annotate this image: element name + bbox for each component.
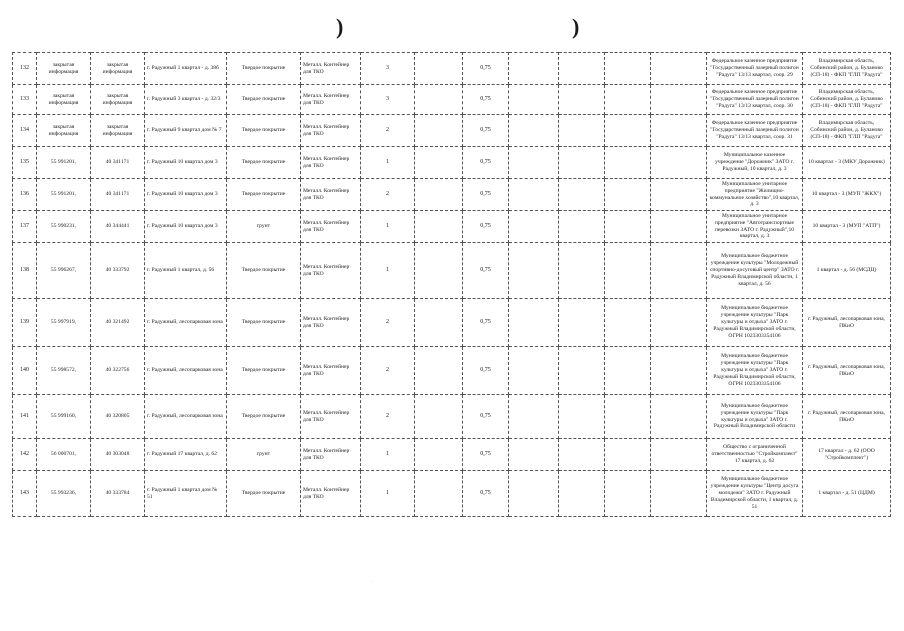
latitude-cell: 55 993236, [37,471,91,517]
owner-cell: Муниципальное унитарное предприятие "Жилищно-коммунальное хозяйство",10 квартал, д. 3 [707,179,803,211]
empty-cell [605,211,651,243]
empty-cell [509,347,559,395]
empty-cell [605,243,651,299]
address-cell: г. Радужный, лесопарковая зона [145,299,227,347]
row-number: 132 [13,53,37,85]
empty-cell [651,395,707,439]
waste-source-cell: 10 квартал - 3 (МКУ Дорожник) [803,147,891,179]
owner-cell: Общество с ограниченной ответственностью "Стройкомплект" 17 квартал, д. 62 [707,439,803,471]
owner-cell: Федеральное казенное предприятие "Государственный лазерный полигон "Радуга" 13/13 квартал, соор. 29 [707,53,803,85]
address-cell: г. Радужный 10 квартал дом 3 [145,147,227,179]
table-row [13,471,891,517]
empty-cell [651,347,707,395]
table-row [13,179,891,211]
latitude-cell: 56 000701, [37,439,91,471]
empty-cell [415,299,463,347]
longitude-cell: 40 344441 [91,211,145,243]
address-cell: г. Радужный 17 квартал, д. 62 [145,439,227,471]
empty-cell [651,439,707,471]
container-count-cell: 1 [361,439,415,471]
surface-cell: Твердое покрытие [227,53,301,85]
table-row [13,439,891,471]
surface-cell: Твердое покрытие [227,243,301,299]
empty-cell [559,471,605,517]
container-type-cell: Металл. Контейнер для ТКО [301,115,361,147]
latitude-cell: 55 991201, [37,179,91,211]
empty-cell [559,243,605,299]
longitude-cell: закрытая информация [91,115,145,147]
row-number: 137 [13,211,37,243]
empty-cell [559,395,605,439]
table-row [13,115,891,147]
row-number: 142 [13,439,37,471]
address-cell: г. Радужный 1 квартал, д. 56 [145,243,227,299]
row-number: 140 [13,347,37,395]
latitude-cell: закрытая информация [37,115,91,147]
empty-cell [651,211,707,243]
empty-cell [415,439,463,471]
longitude-cell: 40 341171 [91,147,145,179]
container-type-cell: Металл. Контейнер для ТКО [301,395,361,439]
empty-cell [651,53,707,85]
empty-cell [651,179,707,211]
latitude-cell: 55 996267, [37,243,91,299]
container-count-cell: 2 [361,115,415,147]
surface-cell: Твердое покрытие [227,147,301,179]
surface-cell: грунт [227,211,301,243]
waste-source-cell: 1 квартал - д. 51 (ЦДМ) [803,471,891,517]
surface-cell: Твердое покрытие [227,347,301,395]
longitude-cell: 40 303048 [91,439,145,471]
container-count-cell: 1 [361,147,415,179]
container-volume-cell: 0,75 [463,211,509,243]
empty-cell [605,179,651,211]
empty-cell [605,299,651,347]
empty-cell [509,299,559,347]
owner-cell: Федеральное казенное предприятие "Государственный лазерный полигон "Радуга" 13/13 квартал, соор. 30 [707,85,803,115]
empty-cell [415,53,463,85]
empty-cell [415,471,463,517]
empty-cell [559,211,605,243]
surface-cell: Твердое покрытие [227,85,301,115]
empty-cell [415,147,463,179]
empty-cell [651,85,707,115]
longitude-cell: закрытая информация [91,85,145,115]
container-volume-cell: 0,75 [463,179,509,211]
surface-cell: Твердое покрытие [227,395,301,439]
owner-cell: Муниципальное бюджетное учреждение культуры "Парк культуры и отдыха" ЗАТО г. Радужный Владимирской области [707,395,803,439]
surface-cell: Твердое покрытие [227,115,301,147]
empty-cell [651,299,707,347]
latitude-cell: 55 998572, [37,347,91,395]
longitude-cell: 40 341171 [91,179,145,211]
latitude-cell: 55 999160, [37,395,91,439]
container-volume-cell: 0,75 [463,243,509,299]
surface-cell: Твердое покрытие [227,471,301,517]
empty-cell [559,85,605,115]
waste-source-cell: Владимирская область, Собинский район, д. Буланово (СП-18) - ФКП "ГЛП "Радуга" [803,85,891,115]
empty-cell [509,85,559,115]
container-type-cell: Металл. Контейнер для ТКО [301,147,361,179]
row-number: 135 [13,147,37,179]
table-row [13,395,891,439]
waste-source-cell: г. Радужный, лесопарковая зона, ПКиО [803,299,891,347]
latitude-cell: закрытая информация [37,53,91,85]
address-cell: г. Радужный, лесопарковая зона [145,395,227,439]
row-number: 133 [13,85,37,115]
table-row [13,85,891,115]
empty-cell [559,347,605,395]
longitude-cell: закрытая информация [91,53,145,85]
longitude-cell: 40 333792 [91,243,145,299]
page-mark-left: ) [336,14,344,39]
empty-cell [415,179,463,211]
owner-cell: Муниципальное бюджетное учреждение культуры "Парк культуры и отдыха" ЗАТО г. Радужный Владимирской области, ОГРН 1023303354106 [707,299,803,347]
container-type-cell: Металл. Контейнер для ТКО [301,347,361,395]
container-count-cell: 2 [361,347,415,395]
container-type-cell: Металл. Контейнер для ТКО [301,471,361,517]
empty-cell [605,115,651,147]
container-type-cell: Металл. Контейнер для ТКО [301,439,361,471]
waste-source-cell: г. Радужный, лесопарковая зона, ПКиО [803,347,891,395]
container-type-cell: Металл. Контейнер для ТКО [301,211,361,243]
container-volume-cell: 0,75 [463,471,509,517]
empty-cell [605,395,651,439]
empty-cell [651,115,707,147]
waste-source-cell: 1 квартал - д. 56 (МСДЦ) [803,243,891,299]
container-volume-cell: 0,75 [463,299,509,347]
owner-cell: Муниципальное бюджетное учреждение культуры "Центр досуга молодежи" ЗАТО г. Радужный Владимирской области, 1 квартал, д. 51 [707,471,803,517]
empty-cell [509,115,559,147]
empty-cell [651,471,707,517]
empty-cell [509,439,559,471]
empty-cell [509,243,559,299]
address-cell: г. Радужный, лесопарковая зона [145,347,227,395]
empty-cell [509,211,559,243]
owner-cell: Муниципальное бюджетное учреждение культуры "Молодежный спортивно-досуговый центр" ЗАТО г. Радужный Владимирской области, 1 квартал, д. 56 [707,243,803,299]
empty-cell [509,471,559,517]
table-row [13,53,891,85]
container-type-cell: Металл. Контейнер для ТКО [301,299,361,347]
address-cell: г. Радужный 3 квартал - д. 32/3 [145,85,227,115]
container-volume-cell: 0,75 [463,85,509,115]
longitude-cell: 40 322756 [91,347,145,395]
surface-cell: Твердое покрытие [227,299,301,347]
container-count-cell: 2 [361,299,415,347]
address-cell: г. Радужный 10 квартал дом 3 [145,211,227,243]
table-row [13,243,891,299]
latitude-cell: 55 991201, [37,147,91,179]
owner-cell: Муниципальное казенное учреждение "Дорожник" ЗАТО г. Радужный, 10 квартал, д. 3 [707,147,803,179]
empty-cell [651,147,707,179]
container-type-cell: Металл. Контейнер для ТКО [301,179,361,211]
empty-cell [605,347,651,395]
container-type-cell: Металл. Контейнер для ТКО [301,85,361,115]
container-type-cell: Металл. Контейнер для ТКО [301,243,361,299]
row-number: 136 [13,179,37,211]
address-cell: г. Радужный 9 квартал дом № 7 [145,115,227,147]
table-row [13,147,891,179]
page-mark-right: ) [572,14,580,39]
container-type-cell: Металл. Контейнер для ТКО [301,53,361,85]
container-count-cell: 1 [361,243,415,299]
waste-source-cell: 10 квартал - 3 (МУП "ЖКХ") [803,179,891,211]
empty-cell [509,53,559,85]
container-count-cell: 1 [361,471,415,517]
row-number: 141 [13,395,37,439]
longitude-cell: 40 333784 [91,471,145,517]
waste-source-cell: 10 квартал - 3 (МУП "АТП") [803,211,891,243]
container-count-cell: 3 [361,85,415,115]
address-cell: г. Радужный 1 квартал - д. 38б [145,53,227,85]
empty-cell [605,439,651,471]
empty-cell [559,439,605,471]
empty-cell [509,179,559,211]
empty-cell [415,85,463,115]
longitude-cell: 40 321492 [91,299,145,347]
address-cell: г. Радужный 1 квартал дом № 51 [145,471,227,517]
surface-cell: грунт [227,439,301,471]
latitude-cell: 55 990231, [37,211,91,243]
empty-cell [651,243,707,299]
waste-source-cell: Владимирская область, Собинский район, д. Буланово (СП-18) - ФКП "ГЛП "Радуга" [803,53,891,85]
empty-cell [415,243,463,299]
container-count-cell: 2 [361,395,415,439]
container-count-cell: 1 [361,211,415,243]
page-footer-mark: · [372,580,374,585]
container-volume-cell: 0,75 [463,53,509,85]
waste-sites-table [12,52,891,517]
empty-cell [559,115,605,147]
container-count-cell: 2 [361,179,415,211]
waste-source-cell: г. Радужный, лесопарковая зона, ПКиО [803,395,891,439]
container-volume-cell: 0,75 [463,395,509,439]
surface-cell: Твердое покрытие [227,179,301,211]
table-row [13,347,891,395]
row-number: 138 [13,243,37,299]
empty-cell [605,471,651,517]
empty-cell [415,211,463,243]
container-volume-cell: 0,75 [463,147,509,179]
waste-source-cell: Владимирская область, Собинский район, д. Буланово (СП-18) - ФКП "ГЛП "Радуга" [803,115,891,147]
waste-source-cell: 17 квартал - д. 62 (ООО "Стройкомплект") [803,439,891,471]
empty-cell [509,147,559,179]
longitude-cell: 40 320805 [91,395,145,439]
empty-cell [559,299,605,347]
empty-cell [559,147,605,179]
owner-cell: Муниципальное бюджетное учреждение культуры "Парк культуры и отдыха" ЗАТО г. Радужный Владимирской области, ОГРН 1023303354106 [707,347,803,395]
container-volume-cell: 0,75 [463,115,509,147]
empty-cell [605,85,651,115]
table-row [13,211,891,243]
empty-cell [415,395,463,439]
row-number: 134 [13,115,37,147]
container-volume-cell: 0,75 [463,439,509,471]
empty-cell [415,347,463,395]
latitude-cell: закрытая информация [37,85,91,115]
table-row [13,299,891,347]
address-cell: г. Радужный 10 квартал дом 3 [145,179,227,211]
row-number: 143 [13,471,37,517]
owner-cell: Муниципальное унитарное предприятие "Автотранспортные перевозки ЗАТО г. Радужный",10 квартал, д. 3 [707,211,803,243]
latitude-cell: 55 997919, [37,299,91,347]
container-volume-cell: 0,75 [463,347,509,395]
empty-cell [559,179,605,211]
row-number: 139 [13,299,37,347]
empty-cell [605,53,651,85]
empty-cell [559,53,605,85]
empty-cell [415,115,463,147]
container-count-cell: 3 [361,53,415,85]
empty-cell [509,395,559,439]
owner-cell: Федеральное казенное предприятие "Государственный лазерный полигон "Радуга" 13/13 квартал, соор. 31 [707,115,803,147]
empty-cell [605,147,651,179]
